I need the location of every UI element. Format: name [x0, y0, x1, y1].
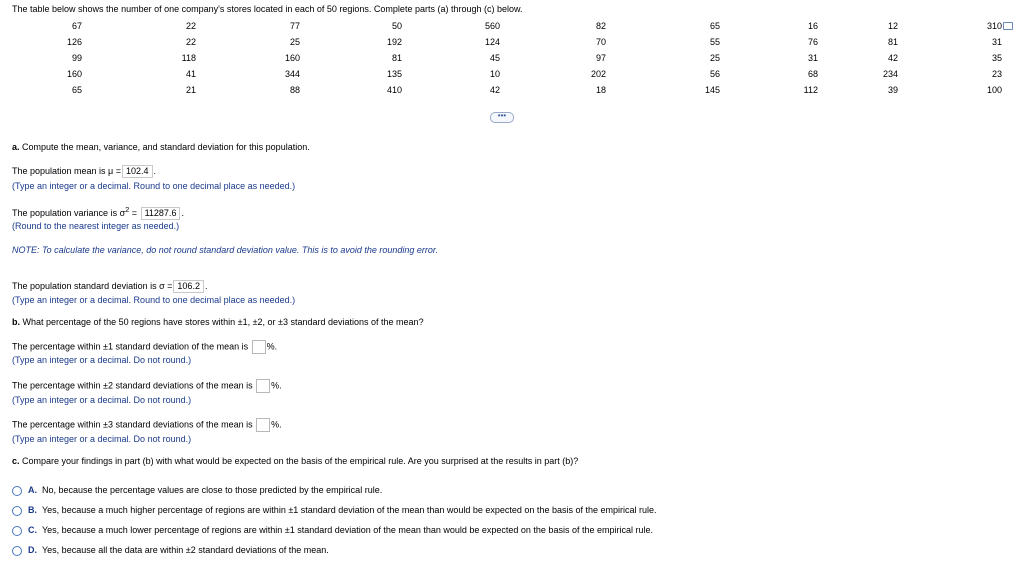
choice-a-letter: A.: [28, 485, 37, 495]
table-cell: 126: [66, 37, 82, 47]
pct3-line: [12, 418, 282, 432]
choice-d-letter: D.: [28, 545, 37, 555]
table-cell: 160: [66, 69, 82, 79]
choice-a-text: No, because the percentage values are close to those predicted by the empirical rule.: [42, 485, 383, 495]
table-cell: 39: [887, 85, 898, 95]
table-row: [8, 66, 1002, 82]
table-cell: 97: [595, 53, 606, 63]
table-cell: 310: [986, 21, 1002, 31]
table-cell: 31: [991, 37, 1002, 47]
variance-note: NOTE: To calculate the variance, do not round standard deviation value. This is to avoid the rounding error.: [12, 245, 439, 255]
radio-b-icon[interactable]: [12, 506, 22, 516]
choice-b-text: Yes, because a much higher percentage of regions are within ±1 standard deviation of the mean than would be expected on the basis of the empirical rule.: [42, 505, 657, 515]
intro-text: The table below shows the number of one company's stores located in each of 50 regions. Complete parts (a) through (c) below.: [12, 4, 523, 14]
table-cell: 124: [484, 37, 500, 47]
pct3-label: The percentage within ±3 standard deviations of the mean is: [12, 419, 253, 430]
table-cell: 67: [71, 21, 82, 31]
sd-label: The population standard deviation is σ =: [12, 280, 173, 291]
sd-answer[interactable]: 106.2: [173, 280, 204, 293]
part-a-letter: a.: [12, 142, 20, 152]
table-cell: 77: [289, 21, 300, 31]
more-button[interactable]: •••: [490, 112, 514, 123]
table-cell: 42: [489, 85, 500, 95]
mean-label: The population mean is μ =: [12, 165, 122, 176]
choice-d-text: Yes, because all the data are within ±2 standard deviations of the mean.: [42, 545, 329, 555]
table-cell: 65: [71, 85, 82, 95]
choice-d[interactable]: [12, 545, 329, 556]
table-cell: 81: [887, 37, 898, 47]
part-a-prompt: [12, 142, 310, 152]
table-row: [8, 34, 1002, 50]
pct2-label: The percentage within ±2 standard deviations of the mean is: [12, 380, 253, 391]
table-cell: 12: [887, 21, 898, 31]
mean-instruction: (Type an integer or a decimal. Round to one decimal place as needed.): [12, 181, 296, 191]
mean-answer[interactable]: 102.4: [122, 165, 153, 178]
table-cell: 25: [709, 53, 720, 63]
choice-a[interactable]: [12, 485, 382, 496]
radio-d-icon[interactable]: [12, 546, 22, 556]
table-cell: 31: [807, 53, 818, 63]
table-cell: 99: [71, 53, 82, 63]
table-row: [8, 18, 1002, 34]
part-c-prompt: [12, 456, 578, 466]
table-cell: 112: [803, 85, 818, 95]
pct2-instruction: (Type an integer or a decimal. Do not round.): [12, 395, 192, 405]
choice-b[interactable]: [12, 505, 657, 516]
table-cell: 21: [185, 85, 196, 95]
part-b-letter: b.: [12, 317, 20, 327]
pct1-unit: %.: [266, 341, 278, 352]
table-cell: 160: [284, 53, 300, 63]
table-cell: 22: [185, 21, 196, 31]
table-cell: 25: [289, 37, 300, 47]
table-cell: 135: [386, 69, 402, 79]
table-cell: 192: [386, 37, 402, 47]
table-row: [8, 82, 1002, 98]
pct1-instruction: (Type an integer or a decimal. Do not round.): [12, 355, 192, 365]
table-cell: 65: [709, 21, 720, 31]
radio-c-icon[interactable]: [12, 526, 22, 536]
variance-equals: =: [129, 208, 138, 218]
table-cell: 76: [807, 37, 818, 47]
pct2-line: [12, 379, 282, 393]
data-table: [8, 18, 1002, 98]
table-cell: 41: [185, 69, 196, 79]
part-c-question: Compare your findings in part (b) with what would be expected on the basis of the empirical rule. Are you surprised at the results in part (b)?: [22, 456, 579, 466]
part-a-question: Compute the mean, variance, and standard deviation for this population.: [22, 142, 310, 152]
pct3-unit: %.: [271, 419, 282, 430]
table-cell: 50: [391, 21, 402, 31]
pct3-instruction: (Type an integer or a decimal. Do not round.): [12, 434, 192, 444]
table-cell: 23: [991, 69, 1002, 79]
table-cell: 18: [595, 85, 606, 95]
part-b-prompt: [12, 317, 424, 327]
variance-instruction: (Round to the nearest integer as needed.): [12, 221, 180, 231]
sd-line: The population standard deviation is σ = 106.2 .: [12, 280, 208, 291]
table-cell: 560: [484, 21, 500, 31]
choice-b-letter: B.: [28, 505, 37, 515]
table-cell: 234: [882, 69, 898, 79]
table-cell: 81: [391, 53, 402, 63]
table-cell: 42: [887, 53, 898, 63]
table-cell: 202: [590, 69, 606, 79]
variance-label: The population variance is σ: [12, 208, 126, 218]
variance-line: The population variance is $\sigma^2 = 11287.6$ .: [12, 205, 184, 219]
choice-c-text: Yes, because a much lower percentage of regions are within ±1 standard deviation of the mean than would be expected on the basis of the empirical rule.: [42, 525, 653, 535]
choice-c[interactable]: [12, 525, 653, 536]
mean-line: The population mean is μ = 102.4 .: [12, 165, 157, 176]
copy-icon[interactable]: [1003, 22, 1013, 30]
pct1-label: The percentage within ±1 standard deviation of the mean is: [12, 341, 249, 352]
table-cell: 344: [284, 69, 300, 79]
table-cell: 35: [991, 53, 1002, 63]
part-b-question: What percentage of the 50 regions have stores within ±1, ±2, or ±3 standard deviations of the mean?: [22, 317, 424, 327]
table-cell: 70: [595, 37, 606, 47]
pct1-line: [12, 340, 277, 354]
table-cell: 16: [807, 21, 818, 31]
table-cell: 10: [489, 69, 500, 79]
table-cell: 100: [986, 85, 1002, 95]
table-cell: 45: [489, 53, 500, 63]
variance-answer[interactable]: 11287.6: [141, 207, 181, 220]
table-row: [8, 50, 1002, 66]
pct2-unit: %.: [271, 380, 282, 391]
table-cell: 68: [807, 69, 818, 79]
table-cell: 22: [185, 37, 196, 47]
variance-superscript: 2: [125, 205, 130, 214]
table-cell: 410: [386, 85, 402, 95]
table-cell: 82: [595, 21, 606, 31]
choice-c-letter: C.: [28, 525, 37, 535]
table-cell: 118: [181, 53, 196, 63]
pct2-input[interactable]: [256, 379, 270, 393]
sd-instruction: (Type an integer or a decimal. Round to one decimal place as needed.): [12, 295, 296, 305]
table-cell: 56: [709, 69, 720, 79]
table-cell: 145: [704, 85, 720, 95]
radio-a-icon[interactable]: [12, 486, 22, 496]
part-c-letter: c.: [12, 456, 20, 466]
pct3-input[interactable]: [256, 418, 270, 432]
table-cell: 55: [709, 37, 720, 47]
pct1-input[interactable]: [252, 340, 266, 354]
table-cell: 88: [289, 85, 300, 95]
